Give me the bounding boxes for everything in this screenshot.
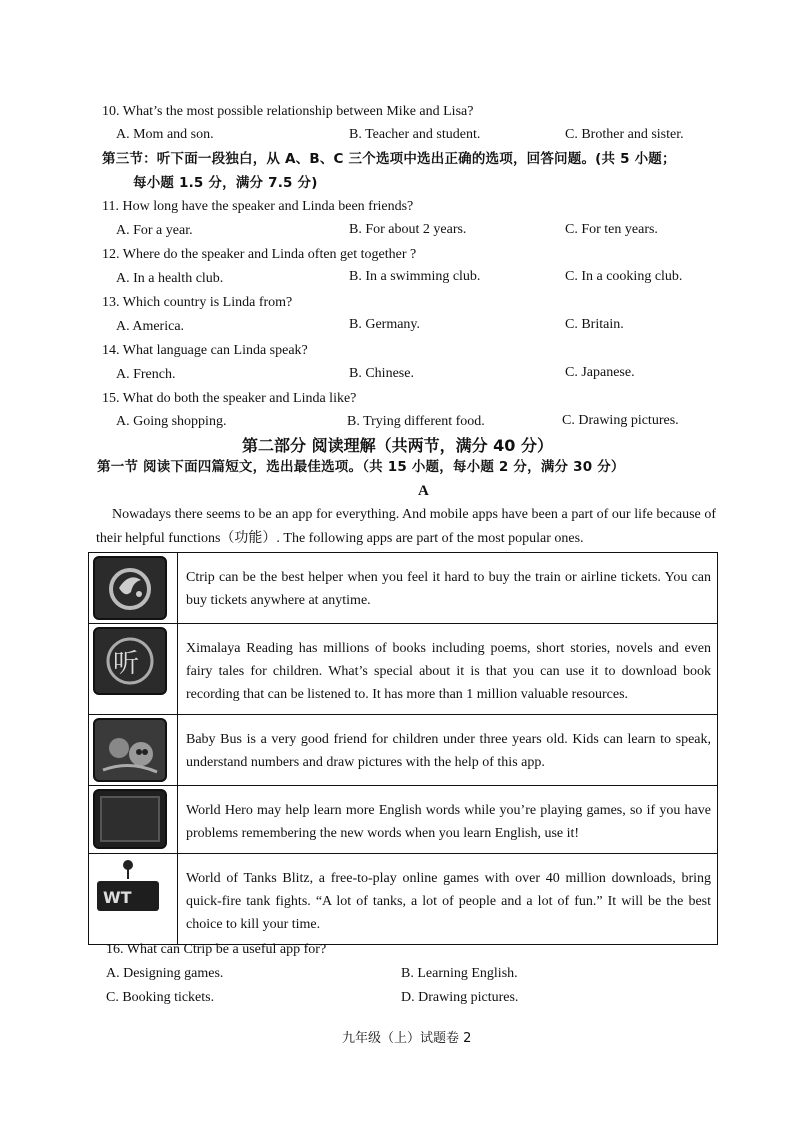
q16-option-b: B. Learning English.: [401, 966, 518, 981]
q15-option-c: C. Drawing pictures.: [562, 413, 679, 428]
table-row: [89, 553, 718, 624]
q10-option-c: C. Brother and sister.: [565, 127, 684, 142]
ximalaya-listen-icon: [93, 627, 167, 695]
passage-intro: Nowadays there seems to be an app for everything. And mobile apps have been a part of our life because of their helpful functions（功能）. The following apps are part of the most popular ones.: [96, 507, 716, 546]
q16-option-c: C. Booking tickets.: [106, 990, 215, 1005]
baby-bus-panda-icon: [93, 718, 167, 782]
question-11: 11. How long have the speaker and Linda been friends?: [102, 199, 414, 214]
app-description-baby-bus: Baby Bus is a very good friend for children under three years old. Kids can learn to speak, understand numbers and draw pictures with the help of this app.: [178, 715, 718, 786]
question-16: 16. What can Ctrip be a useful app for?: [106, 942, 327, 957]
q12-option-c: C. In a cooking club.: [565, 269, 683, 284]
tank-game-icon-graphic: [93, 857, 163, 917]
q12-option-b: B. In a swimming club.: [349, 269, 481, 284]
question-12: 12. Where do the speaker and Linda often get together ?: [102, 247, 417, 262]
baby-bus-icon-graphic: [95, 720, 165, 780]
app-description-ximalaya: Ximalaya Reading has millions of books including poems, short stories, novels and even fairy tales for children. What’s special about it is that you can use it to download book recording that can be listened to. It has more than 1 million valuable resources.: [178, 624, 718, 715]
q10-option-b: B. Teacher and student.: [349, 127, 481, 142]
section3-instruction-line1: 第三节：听下面一段独白，从 A、B、C 三个选项中选出正确的选项，回答问题。(共 5 小题；: [102, 151, 676, 167]
q13-option-a: A. America.: [116, 319, 185, 334]
q14-option-a: A. French.: [116, 367, 176, 382]
question-13: 13. Which country is Linda from?: [102, 295, 293, 310]
table-row: [89, 786, 718, 854]
page-footer: 九年级（上）试题卷 2: [342, 1031, 472, 1046]
q11-option-c: C. For ten years.: [565, 222, 658, 237]
q12-option-a: A. In a health club.: [116, 271, 224, 286]
q13-option-c: C. Britain.: [565, 317, 624, 332]
tank-game-icon: [93, 857, 163, 917]
q13-option-b: B. Germany.: [349, 317, 421, 332]
ctrip-dolphin-icon: [93, 556, 167, 620]
table-row: [89, 854, 718, 945]
question-10: 10. What’s the most possible relationship between Mike and Lisa?: [102, 104, 474, 119]
section1-instruction: 第一节 阅读下面四篇短文，选出最佳选项。（共 15 小题，每小题 2 分，满分 30 分）: [97, 459, 625, 475]
app-description-ctrip: Ctrip can be the best helper when you feel it hard to buy the train or airline tickets. You can buy tickets anywhere at anytime.: [178, 553, 718, 624]
app-description-world-hero: World Hero may help learn more English words while you’re playing games, so if you have problems remembering the new words when you learn English, use it!: [178, 786, 718, 854]
question-15: 15. What do both the speaker and Linda like?: [102, 391, 357, 406]
world-hero-icon-graphic: [95, 791, 165, 847]
q14-option-c: C. Japanese.: [565, 365, 635, 380]
tank-icon-lettering: WT: [103, 888, 132, 907]
q16-option-d: D. Drawing pictures.: [401, 990, 519, 1005]
ximalaya-glyph: 听: [113, 649, 140, 679]
q15-option-b: B. Trying different food.: [347, 414, 485, 429]
q14-option-b: B. Chinese.: [349, 366, 414, 381]
question-14: 14. What language can Linda speak?: [102, 343, 308, 358]
q11-option-a: A. For a year.: [116, 223, 193, 238]
passage-label: A: [418, 483, 429, 499]
q15-option-a: A. Going shopping.: [116, 414, 227, 429]
ctrip-dolphin-icon-graphic: [95, 558, 165, 618]
section3-instruction-line2: 每小题 1.5 分，满分 7.5 分): [133, 175, 318, 191]
part-two-title: 第二部分 阅读理解（共两节，满分 40 分）: [242, 436, 553, 455]
app-description-tanks: World of Tanks Blitz, a free-to-play online games with over 40 million downloads, bring quick-fire tank fights. “A lot of tanks, a lot of people and a lot of fun.” It will be the best choice to kill your time.: [178, 854, 718, 945]
q10-option-a: A. Mom and son.: [116, 127, 214, 142]
q16-option-a: A. Designing games.: [106, 966, 224, 981]
table-row: [89, 715, 718, 786]
q11-option-b: B. For about 2 years.: [349, 222, 467, 237]
world-hero-icon: [93, 789, 167, 849]
table-row: [89, 624, 718, 715]
apps-table: [88, 552, 718, 945]
